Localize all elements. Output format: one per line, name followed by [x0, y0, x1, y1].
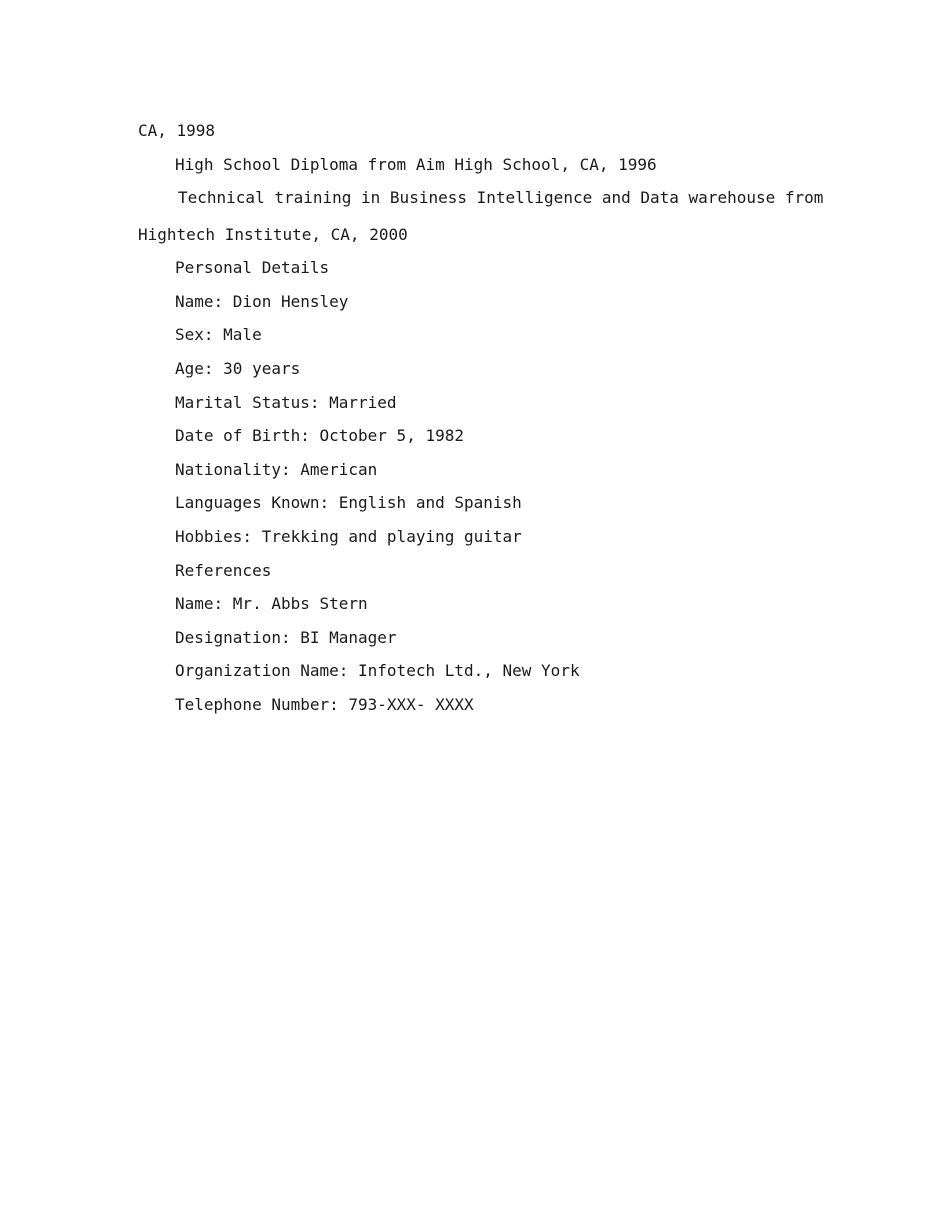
personal-sex: Sex: Male — [175, 325, 262, 345]
technical-training-line-1: Technical training in Business Intelligence and Data warehouse from — [178, 188, 824, 208]
resume-content — [138, 118, 838, 726]
reference-name: Name: Mr. Abbs Stern — [175, 594, 368, 614]
reference-telephone: Telephone Number: 793-XXX- XXXX — [175, 695, 474, 714]
high-school-line: High School Diploma from Aim High School, CA, 1996 — [175, 154, 657, 174]
personal-name: Name: Dion Hensley — [175, 291, 349, 311]
personal-date-of-birth: Date of Birth: October 5, 1982 — [175, 426, 464, 446]
personal-details-heading: Personal Details — [175, 258, 330, 278]
personal-marital-status: Marital Status: Married — [175, 392, 397, 412]
personal-nationality: Nationality: American — [175, 459, 378, 479]
education-continuation-line: CA, 1998 — [138, 121, 216, 140]
personal-age: Age: 30 years — [175, 359, 301, 379]
reference-organization: Organization Name: Infotech Ltd., New York — [175, 661, 580, 681]
references-heading: References — [175, 560, 272, 580]
personal-hobbies: Hobbies: Trekking and playing guitar — [175, 527, 522, 547]
reference-designation: Designation: BI Manager — [175, 627, 397, 647]
personal-languages: Languages Known: English and Spanish — [175, 493, 522, 513]
technical-training-line-2: Hightech Institute, CA, 2000 — [138, 224, 408, 244]
